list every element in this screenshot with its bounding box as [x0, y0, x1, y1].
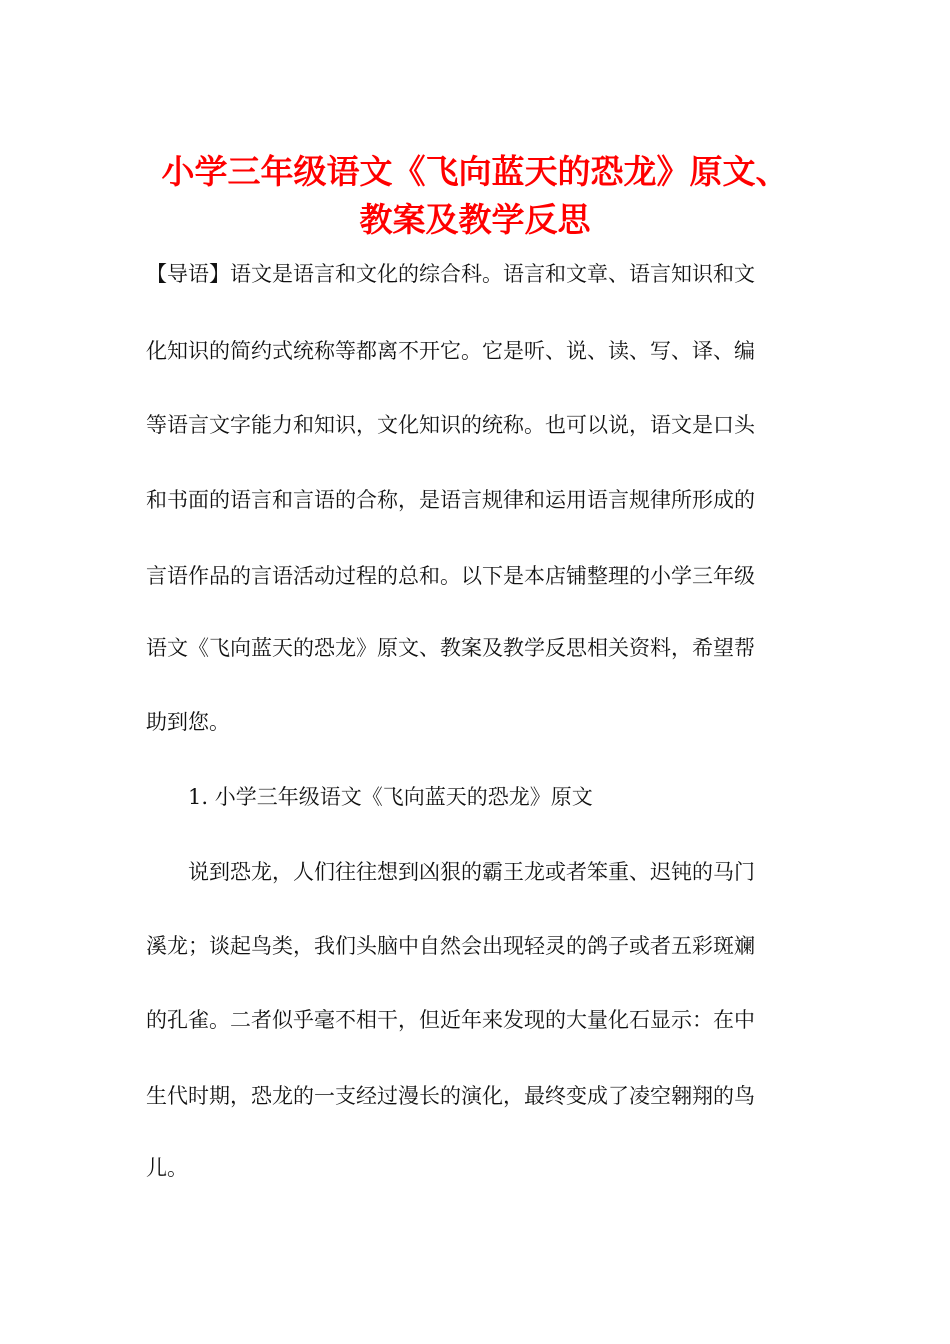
body-line: 的孔雀。二者似乎毫不相干，但近年来发现的大量化石显示：在中 — [146, 1008, 755, 1032]
intro-line: 和书面的语言和言语的合称，是语言规律和运用语言规律所形成的 — [146, 488, 755, 512]
intro-line: 语文《飞向蓝天的恐龙》原文、教案及教学反思相关资料，希望帮 — [146, 636, 755, 660]
body-line: 生代时期，恐龙的一支经过漫长的演化，最终变成了凌空翱翔的鸟 — [146, 1084, 755, 1108]
body-line: 儿。 — [146, 1156, 188, 1180]
document-title-line-2: 教案及教学反思 — [359, 200, 591, 239]
intro-line: 化知识的简约式统称等都离不开它。它是听、说、读、写、译、编 — [146, 339, 755, 363]
intro-line: 等语言文字能力和知识，文化知识的统称。也可以说，语文是口头 — [146, 413, 755, 437]
section-heading: 1. 小学三年级语文《飞向蓝天的恐龙》原文 — [188, 785, 593, 809]
body-line: 说到恐龙，人们往往想到凶狠的霸王龙或者笨重、迟钝的马门 — [188, 860, 755, 884]
intro-line: 【导语】语文是语言和文化的综合科。语言和文章、语言知识和文 — [146, 262, 755, 286]
body-line: 溪龙；谈起鸟类，我们头脑中自然会出现轻灵的鸽子或者五彩斑斓 — [146, 934, 755, 958]
intro-line: 言语作品的言语活动过程的总和。以下是本店铺整理的小学三年级 — [146, 564, 755, 588]
intro-line: 助到您。 — [146, 710, 230, 734]
document-title-line-1: 小学三年级语文《飞向蓝天的恐龙》原文、 — [161, 152, 789, 191]
